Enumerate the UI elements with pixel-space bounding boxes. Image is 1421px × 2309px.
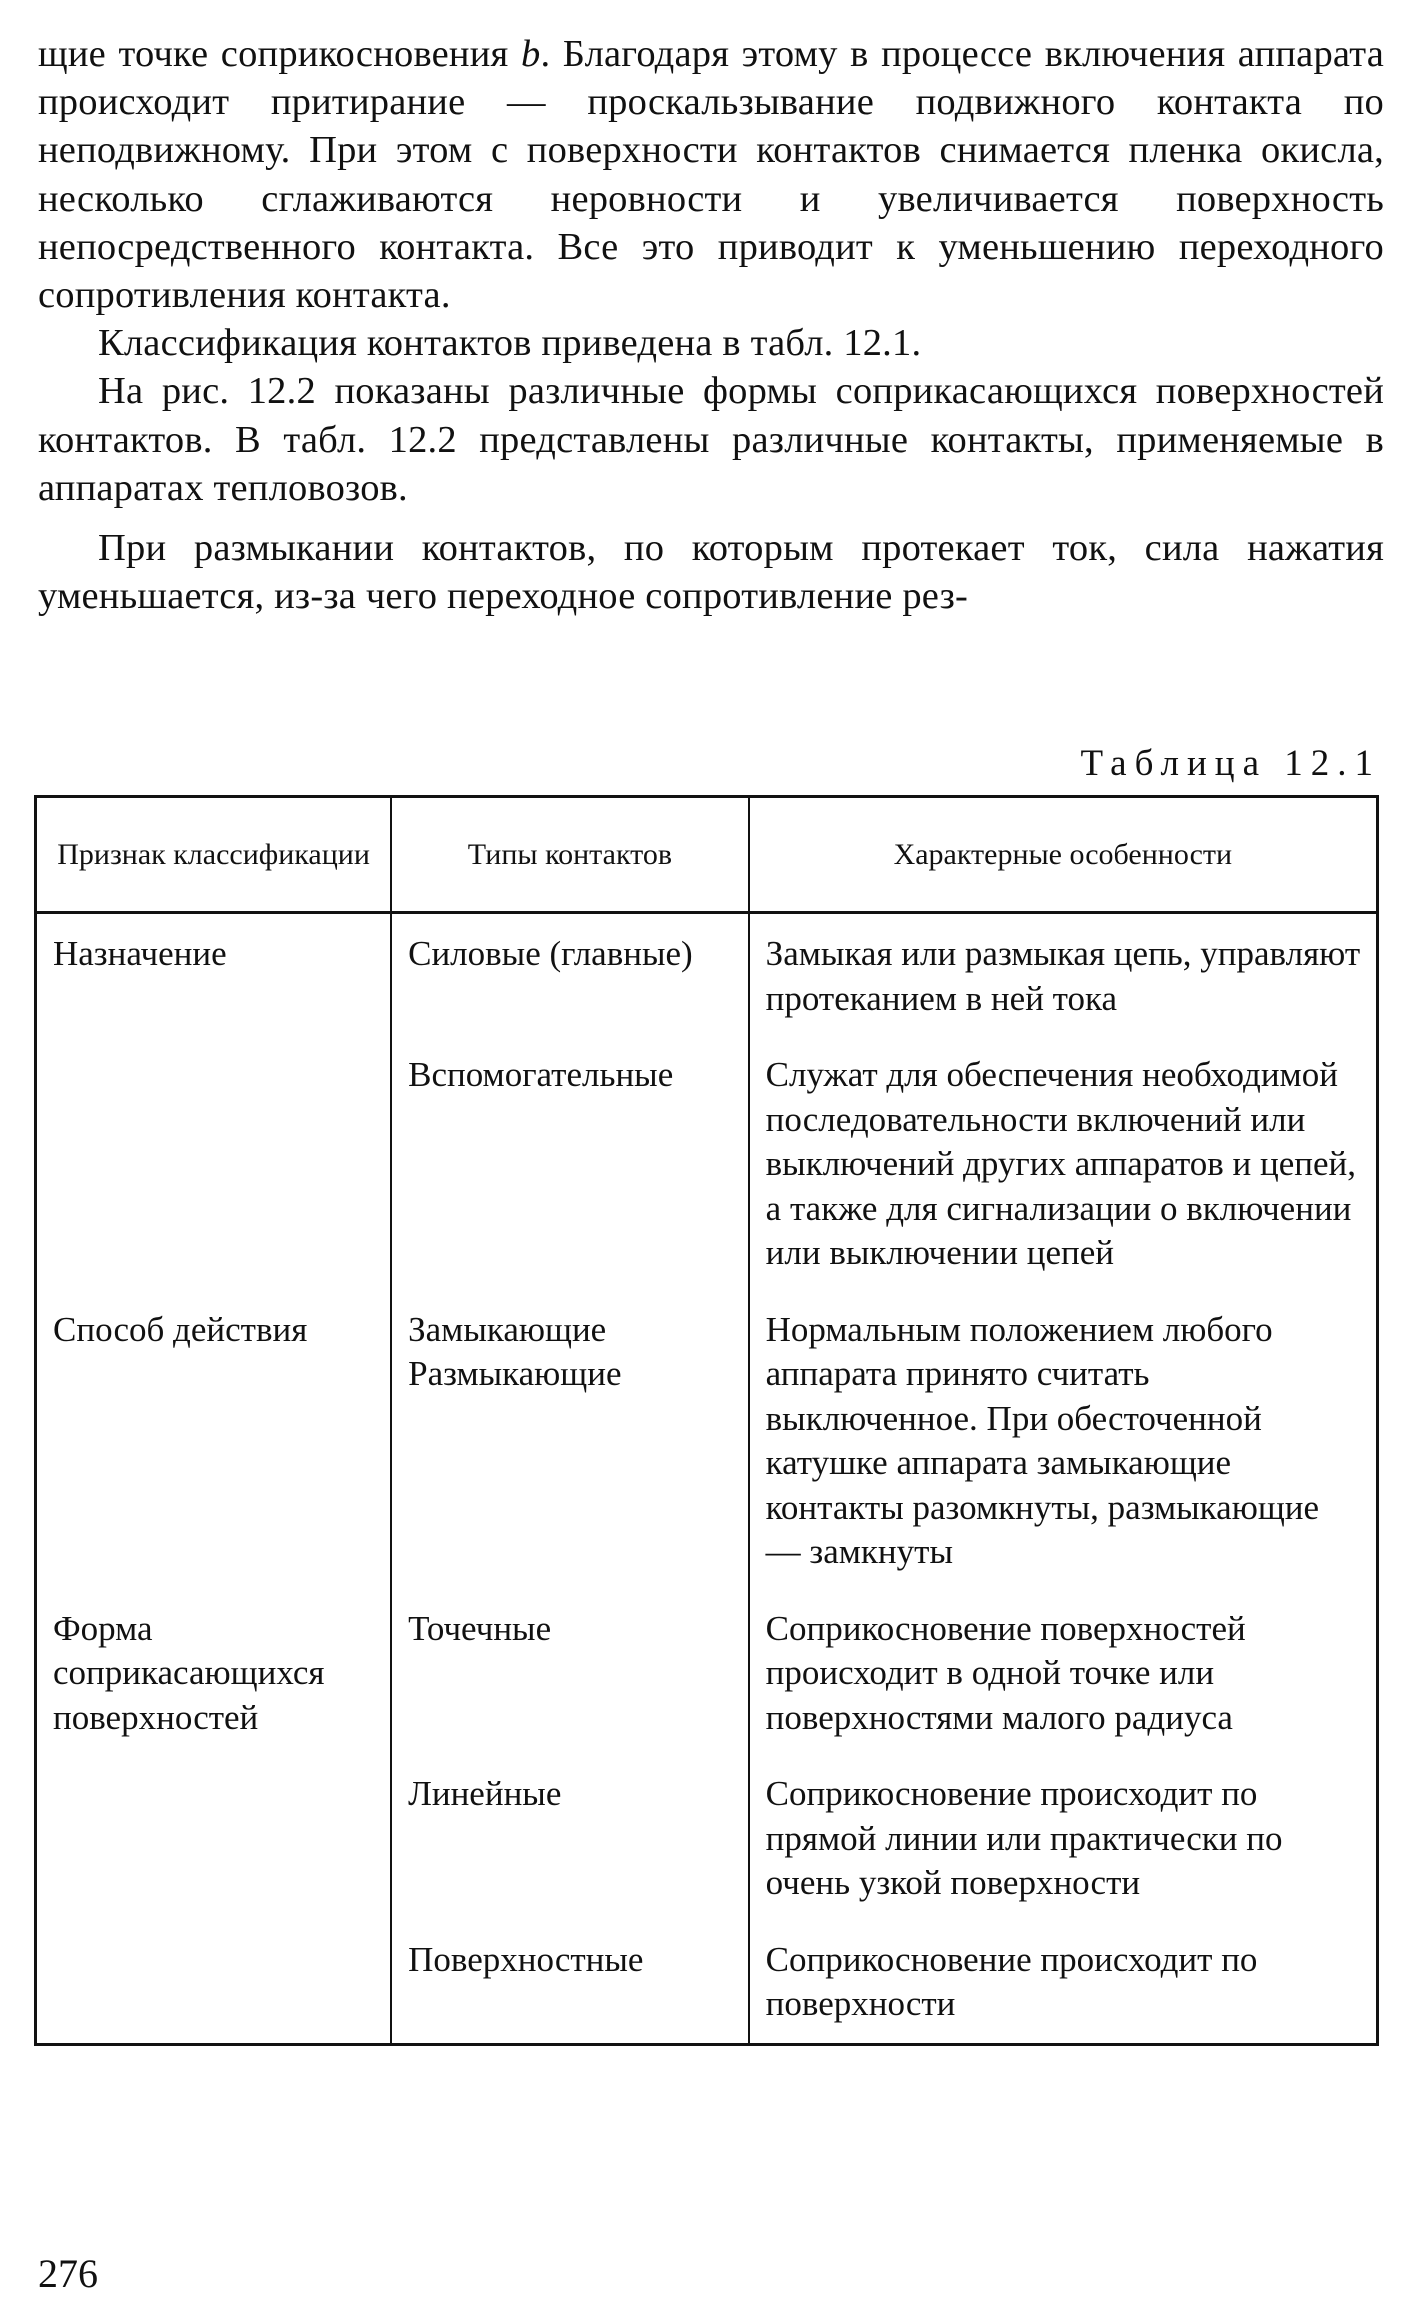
characteristic-cell: Замыкая или размыкая цепь, управляют протеканием в ней тока (749, 913, 1378, 1046)
paragraph-4: При размыкании контактов, по которым протекает ток, сила нажатия уменьшается, из-за чего переходное сопротивление рез- (38, 527, 1384, 618)
contact-type-cell: Линейные (391, 1764, 749, 1930)
criterion-cell (36, 1930, 392, 2045)
characteristic-cell: Соприкосновение происходит по прямой линии или практически по очень узкой поверхности (749, 1764, 1378, 1930)
contact-type-cell: Замыкающие Размыкающие (391, 1300, 749, 1599)
contact-type-cell: Силовые (главные) (391, 913, 749, 1046)
paragraph-2: Классификация контактов приведена в табл. 12.1. (98, 322, 922, 365)
criterion-cell: Назначение (36, 913, 392, 1046)
paragraph-1-text-start: щие точке соприкосновения (38, 33, 521, 75)
characteristic-cell: Нормальным положением любого аппарата принято считать выключенное. При обесточенной катушке аппарата замыкающие контакты разомкнуты, размыкающие — замкнуты (749, 1300, 1378, 1599)
criterion-cell (36, 1045, 392, 1300)
classification-table (34, 795, 1379, 2046)
contact-type-cell: Точечные (391, 1599, 749, 1765)
table-row (36, 1764, 1378, 1930)
paragraph-1 (38, 30, 1384, 319)
header-classification-criterion: Признак классификации (36, 797, 392, 913)
table-header-row (36, 797, 1378, 913)
table-row (36, 913, 1378, 1046)
characteristic-cell: Служат для обеспечения необходимой последовательности включений или выключений других аппаратов и цепей, а также для сигнализации о включении или выключении цепей (749, 1045, 1378, 1300)
paragraph-1-text-end: . Благодаря этому в процессе включения аппарата происходит притирание — проскальзывание подвижного контакта по неподвижному. При этом с поверхности контактов снимается пленка окисла, несколько сглаживаются неровности и увеличивается поверхность непосредственного контакта. Все это приводит к уменьшению переходного сопротивления контакта. (38, 33, 1384, 317)
body-text (38, 30, 1384, 620)
point-label: b (520, 33, 541, 75)
characteristic-cell: Соприкосновение происходит по поверхности (749, 1930, 1378, 2045)
contact-type-cell: Вспомогательные (391, 1045, 749, 1300)
criterion-cell (36, 1764, 392, 1930)
table-row (36, 1930, 1378, 2045)
header-characteristics: Характерные особенности (749, 797, 1378, 913)
table-row (36, 1300, 1378, 1599)
table-row (36, 1045, 1378, 1300)
paragraph-3: На рис. 12.2 показаны различные формы соприкасающихся поверхностей контактов. В табл. 12.2 представлены различные контакты, применяемые в аппаратах тепловозов. (38, 370, 1384, 509)
contact-type-cell: Поверхностные (391, 1930, 749, 2045)
criterion-cell: Способ действия (36, 1300, 392, 1599)
table-caption: Таблица 12.1 (1080, 743, 1381, 784)
characteristic-cell: Соприкосновение поверхностей происходит в одной точке или поверхностями малого радиуса (749, 1599, 1378, 1765)
page-number: 276 (38, 2251, 98, 2296)
table-row (36, 1599, 1378, 1765)
header-contact-types: Типы контактов (391, 797, 749, 913)
criterion-cell: Форма соприкасающихся поверхностей (36, 1599, 392, 1765)
